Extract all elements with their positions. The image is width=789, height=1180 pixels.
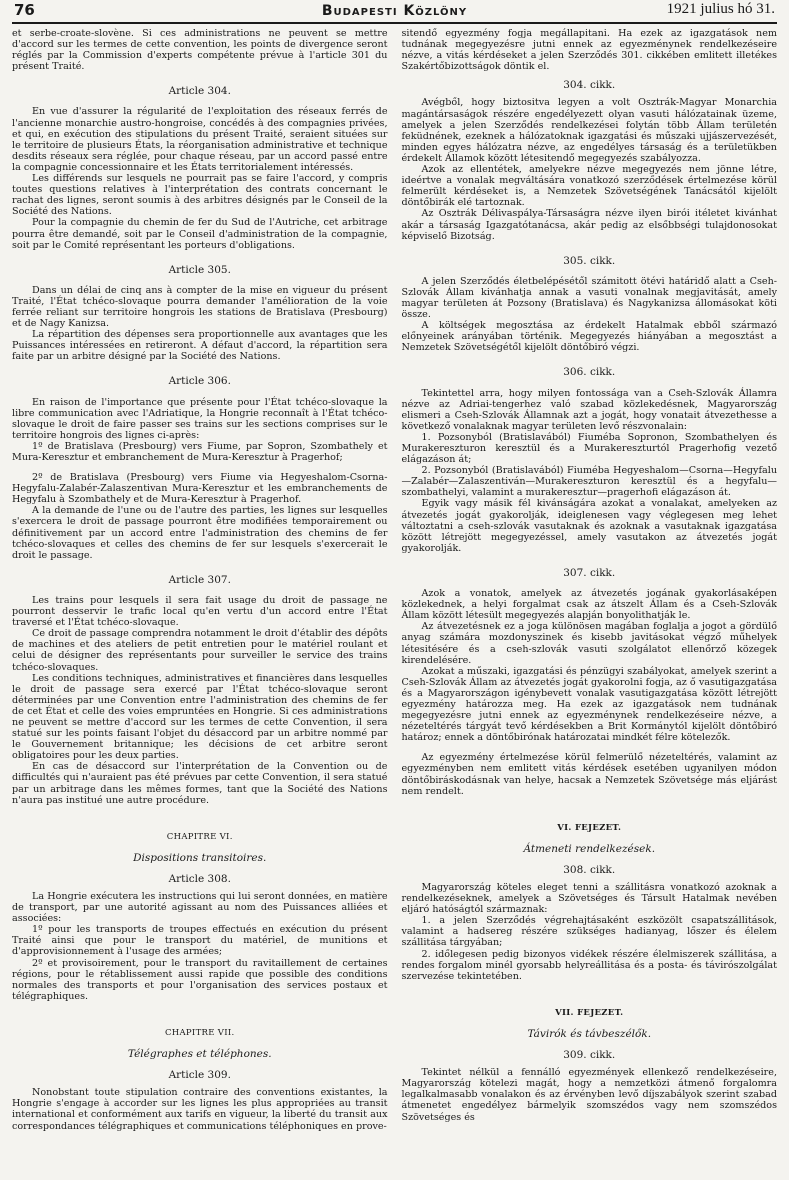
page-number: 76: [14, 1, 35, 19]
chapter-label: VI. FEJEZET.: [557, 822, 622, 833]
paragraph: Ce droit de passage comprendra notamment le droit d'établir des dépôts de machines et des ateliers de petit entretien pour le matériel roulant et celui de désigner des représentants pour surveiller le service des trains tchéco-slovaques.: [12, 628, 388, 673]
paragraph: A jelen Szerződés életbelépésétől számitott ötévi határidő alatt a Cseh-Szlovák Állam kivánhatja annak a vasuti vonalnak megjavitását, amely magyar területen át Pozsony (Bratislava) és Nagykanizsa állomásokat köti össze.: [401, 275, 777, 321]
paragraph: 2º et provisoirement, pour le transport du ravitaillement de certaines régions, pour le rétablissement aussi rapide que possible des conditions normales des transports et pour l'organisation des services postaux et télégraphiques.: [12, 957, 388, 1002]
paragraph: Dans un délai de cinq ans à compter de la mise en vigueur du présent Traité, l'État tchéco-slovaque pourra demander l'amélioration de la voie ferrée reliant sur territoire hongrois les stations de Bratislava (Presbourg) et de Nagy Kanizsa.: [12, 284, 388, 330]
paragraph: 2. Pozsonyból (Bratislavából) Fiuméba Hegyeshalom—Csorna—Hegyfalu—Zalabér—Zalaszentiván—Murakereszturon keresztül és a hegyfalu—szombathelyi, valamint a murakeresztur—pragerhofi elágazáson át.: [401, 465, 777, 499]
paragraph: Az Osztrák Délivaspálya-Társaságra nézve ilyen birói itéletet kivánhat akár a társaság Igazgatótanácsa, akár pedig az elsőbbségi tulajdonosokat képviselő Bizotság.: [401, 208, 777, 242]
paragraph: 1º pour les transports de troupes effectués en exécution du présent Traité ainsi que pour le transport du matériel, de munitions et d'approvisionnement à l'usage des armées;: [12, 924, 388, 958]
paragraph: Magyarország köteles eleget tenni a szállitásra vonatkozó azoknak a rendelkezéseknek, amelyek a Szövetséges és Társult Hatalmak nevében eljáró hatóságtól származnak:: [401, 882, 777, 916]
paragraph: La répartition des dépenses sera proportionnelle aux avantages que les Puissances intéressées en retireront. A défaut d'accord, la répartition sera faite par un arbitre désigné par la Société des Nations.: [12, 329, 388, 363]
paragraph: Les différends sur lesquels ne pourrait pas se faire l'accord, y compris toutes questions relatives à l'interprétation des contrats concernant le rachat des lignes, seront soumis à des arbitres désignés par le Conseil de la Société des Nations.: [12, 173, 388, 218]
paragraph: Az átvezetésnek ez a joga különösen magában foglalja a jogot a gördülő anyag számára mozdonyszinek és kisebb javitásokat végző műhelyek létesitésére és a cseh-szlovák vasuti szolgálatot ellenőrző közegek kirendelésére.: [401, 621, 777, 666]
issue-date: 1921 julius hó 31.: [666, 1, 775, 17]
paragraph: En cas de désaccord sur l'interprétation de la Convention ou de difficultés qui n'auraient pas été prévues par cette Convention, il sera statué par un arbitrage dans les mêmes formes, tant que la Société des Nations n'aura pas institué une autre procédure.: [12, 761, 388, 806]
masthead: Budapesti Közlöny: [321, 3, 468, 19]
paragraph: et serbe-croate-slovène. Si ces administrations ne peuvent se mettre d'accord sur les termes de cette convention, les points de divergence seront réglés par la Commission d'experts compétente prévue à l'article 301 du présent Traité.: [12, 28, 388, 73]
article-heading: 306. cikk.: [563, 366, 616, 379]
paragraph: Azok az ellentétek, amelyekre nézve megegyezés nem jönne létre, ideértve a vonalak megváltására vonatkozó szerződések értelmezése körül felmerült kérdéseket is, a Nemzetek Szövetségének Tanácsától kijelölt döntőbirák elé tartoznak.: [401, 164, 777, 209]
article-heading: 309. cikk.: [563, 1049, 616, 1062]
paragraph: 2º de Bratislava (Presbourg) vers Fiume via Hegyeshalom-Csorna-Hegyfalu-Zalabér-Zalaszentivan Mura-Keresztur et les embranchements de Hegyfalu à Szombathely et de Mura-Keresztur à Pragerhof.: [12, 472, 388, 506]
paragraph: Tekintet nélkül a fennálló egyezmények ellenkező rendelkezéseire, Magyarország kötelezi magát, hogy a nemzetközi átmenő forgalomra legalkalmasabb vonalakon és az érvényben levő díjszabályok szerint szabad átmenetet engedélyez bármelyik szomszédos vagy nem szomszédos Szövetséges és: [401, 1067, 777, 1123]
paragraph: Nonobstant toute stipulation contraire des conventions existantes, la Hongrie s'engage à accorder sur les lignes les plus appropriées au transit international et conformément aux tarifs en vigueur, la liberté du transit aux correspondances télégraphiques et communications téléphoniques en prove-: [12, 1087, 388, 1132]
article-heading: 305. cikk.: [563, 254, 616, 267]
paragraph: En raison de l'importance que présente pour l'État tchéco-slovaque la libre communication avec l'Adriatique, la Hongrie reconnaît à l'État tchéco-slovaque le droit de faire passer ses trains sur les sections comprises sur le territoire hongrois des lignes ci-après:: [12, 396, 388, 441]
paragraph: sitendő egyezmény fogja megállapitani. Ha ezek az igazgatások nem tudnának megegyezésre jutni ennek az egyezménynek rendelkezéseire nézve, a vitás kérdéseket a jelen Szerződés 301. cikkében emlitett illetékes Szakértőbizottságok döntik el.: [401, 28, 777, 73]
chapter-title: Átmeneti rendelkezések.: [523, 842, 656, 855]
paragraph: Tekintettel arra, hogy milyen fontossága van a Cseh-Szlovák Államra nézve az Adriai-tengerhez való szabad közlekedésnek, Magyarország elismeri a Cseh-Szlovák Államnak azt a jogát, hogy vonatait átvezethesse a következő vonalaknak magyar területen levő részvonalain:: [401, 387, 777, 432]
article-heading: Article 305.: [168, 263, 231, 276]
paragraph: 1. Pozsonyból (Bratislavából) Fiuméba Sopronon, Szombathelyen és Murakereszturon keresztül és a Murakereszturtól Pragerhofig vezető elágazáson át;: [401, 431, 777, 466]
article-heading: 304. cikk.: [563, 79, 616, 92]
paragraph: Az egyezmény értelmezése körül felmerülő nézeteltérés, valamint az egyezményben nem emlitett vitás kérdések esetében ugyanilyen módon döntőbiráskodásnak van helye, hacsak a Nemzetek Szövetsége más eljárást nem rendelt.: [401, 752, 777, 797]
paragraph: Les conditions techniques, administratives et financières dans lesquelles le droit de passage sera exercé par l'État tchéco-slovaque seront déterminées par une Convention entre l'administration des chemins de fer de cet État et celle des voies empruntées en Hongrie. Si ces administrations ne peuvent se mettre d'accord sur les termes de cette Convention, il sera statué sur les points faisant l'objet du désaccord par un arbitre nommé par le Gouvernement britannique; les décisions de cet arbitre seront obligatoires pour les deux parties.: [12, 672, 388, 762]
hungarian-column: [402, 28, 778, 1132]
paragraph: En vue d'assurer la régularité de l'exploitation des réseaux ferrés de l'ancienne monarchie austro-hongroise, concédés à des compagnies privées, et qui, en exécution des stipulations du présent Traité, seraient situées sur le territoire de plusieurs États, la réorganisation administrative et technique desdits réseaux sera réglée, pour chaque réseau, par un accord passé entre la compagnie concessionnaire et les États territorialement intéressés.: [12, 106, 388, 173]
french-column: [12, 28, 388, 1132]
chapter-title: Télégraphes et téléphones.: [127, 1048, 272, 1061]
chapter-label: CHAPITRE VII.: [164, 1027, 235, 1038]
article-heading: 308. cikk.: [563, 863, 616, 876]
paragraph: 1º de Bratislava (Presbourg) vers Fiume, par Sopron, Szombathely et Mura-Keresztur et embranchement de Mura-Keresztur à Pragerhof;: [12, 440, 388, 463]
paragraph: Avégből, hogy biztositva legyen a volt Osztrák-Magyar Monarchia magántársaságok részére engedélyezett olyan vasuti hálózatainak üzeme, amelyek a jelen Szerződés rendelkezései folytán több Állam területén feküdnének, ezeknek a hálózatoknak igazgatási és műszaki ujjászervezését, minden egyes hálózatra nézve, az engedélyes társaság és a területükben érdekelt Államok között létesitendő megegyezés szabályozza.: [401, 97, 777, 164]
article-heading: Article 307.: [168, 573, 231, 586]
article-heading: Article 306.: [168, 375, 231, 388]
page-header: [12, 0, 777, 24]
paragraph: La Hongrie exécutera les instructions qui lui seront données, en matière de transport, par une autorité agissant au nom des Puissances alliées et associées:: [12, 891, 388, 925]
paragraph: A költségek megosztása az érdekelt Hatalmak ebből származó előnyeinek arányában történik. Megegyezés hiányában a megosztást a Nemzetek Szövetségétől kijelölt döntőbiró végzi.: [401, 320, 777, 354]
paragraph: Azok a vonatok, amelyek az átvezetés jogának gyakorlásaképen közlekednek, a helyi forgalmat csak az átszelt Állam és a Cseh-Szlovák Állam között létesült megegyezés alapján bonyolithatják le.: [401, 588, 777, 622]
paragraph: 2. időlegesen pedig bizonyos vidékek részére élelmiszerek szállitása, a rendes forgalom minél gyorsabb helyreállitása és a posta- és távirószolgálat szervezése tekintetében.: [401, 948, 777, 982]
article-heading: 307. cikk.: [563, 566, 616, 579]
paragraph: 1. a jelen Szerződés végrehajtásaként eszközölt csapatszállitások, valamint a hadsereg részére szükséges hadianyag, lőszer és élelem szállitása tárgyában;: [401, 915, 777, 949]
chapter-title: Távirók és távbeszélők.: [527, 1027, 652, 1040]
chapter-label: VII. FEJEZET.: [555, 1007, 624, 1018]
article-heading: Article 304.: [168, 85, 231, 98]
paragraph: Azokat a műszaki, igazgatási és pénzügyi szabályokat, amelyek szerint a Cseh-Szlovák Állam az átvezetés jogát gyakorolni fogja, az ő vasutigazgatása és a Magyarországon igénybevett vonalak vasutigazgatása között létrejött egyezmény határozza meg. Ha ezek az igazgatások nem tudnának megegyezésre jutni ennek az egyezménynek rendelkezéseire nézve, a nézeteltérés tárgyát tevő kérdésekben a Brit Kormánytól kijelölt döntőbiró határoz; ennek a döntőbirónak határozatai mindkét félre kötelezők.: [401, 665, 777, 744]
article-heading: Article 309.: [168, 1069, 231, 1082]
chapter-label: CHAPITRE VI.: [166, 831, 233, 842]
paragraph: Pour la compagnie du chemin de fer du Sud de l'Autriche, cet arbitrage pourra être demandé, soit par le Conseil d'administration de la compagnie, soit par le Comité représentant les porteurs d'obligations.: [12, 217, 388, 251]
paragraph: A la demande de l'une ou de l'autre des parties, les lignes sur lesquelles s'exercera le droit de passage pourront être modifiées temporairement ou définitivement par un accord entre l'administration des chemins de fer tchéco-slovaques et celles des chemins de fer sur lesquels s'exercerait le droit le passage.: [12, 505, 388, 561]
article-heading: Article 308.: [168, 872, 231, 885]
paragraph: Egyik vagy másik fél kivánságára azokat a vonalakat, amelyeken az átvezetés jogát gyakorolják, ideiglenesen vagy véglegesen meg lehet változtatni a cseh-szlovák vasutaknak és azoknak a vasutaknak igazgatása között létrejött megegyezéssel, amely vasutakon az átvezetés jogát gyakorolják.: [401, 498, 777, 554]
paragraph: Les trains pour lesquels il sera fait usage du droit de passage ne pourront desservir le trafic local qu'en vertu d'un accord entre l'État traversé et l'État tchéco-slovaque.: [12, 594, 388, 629]
chapter-title: Dispositions transitoires.: [133, 851, 267, 864]
